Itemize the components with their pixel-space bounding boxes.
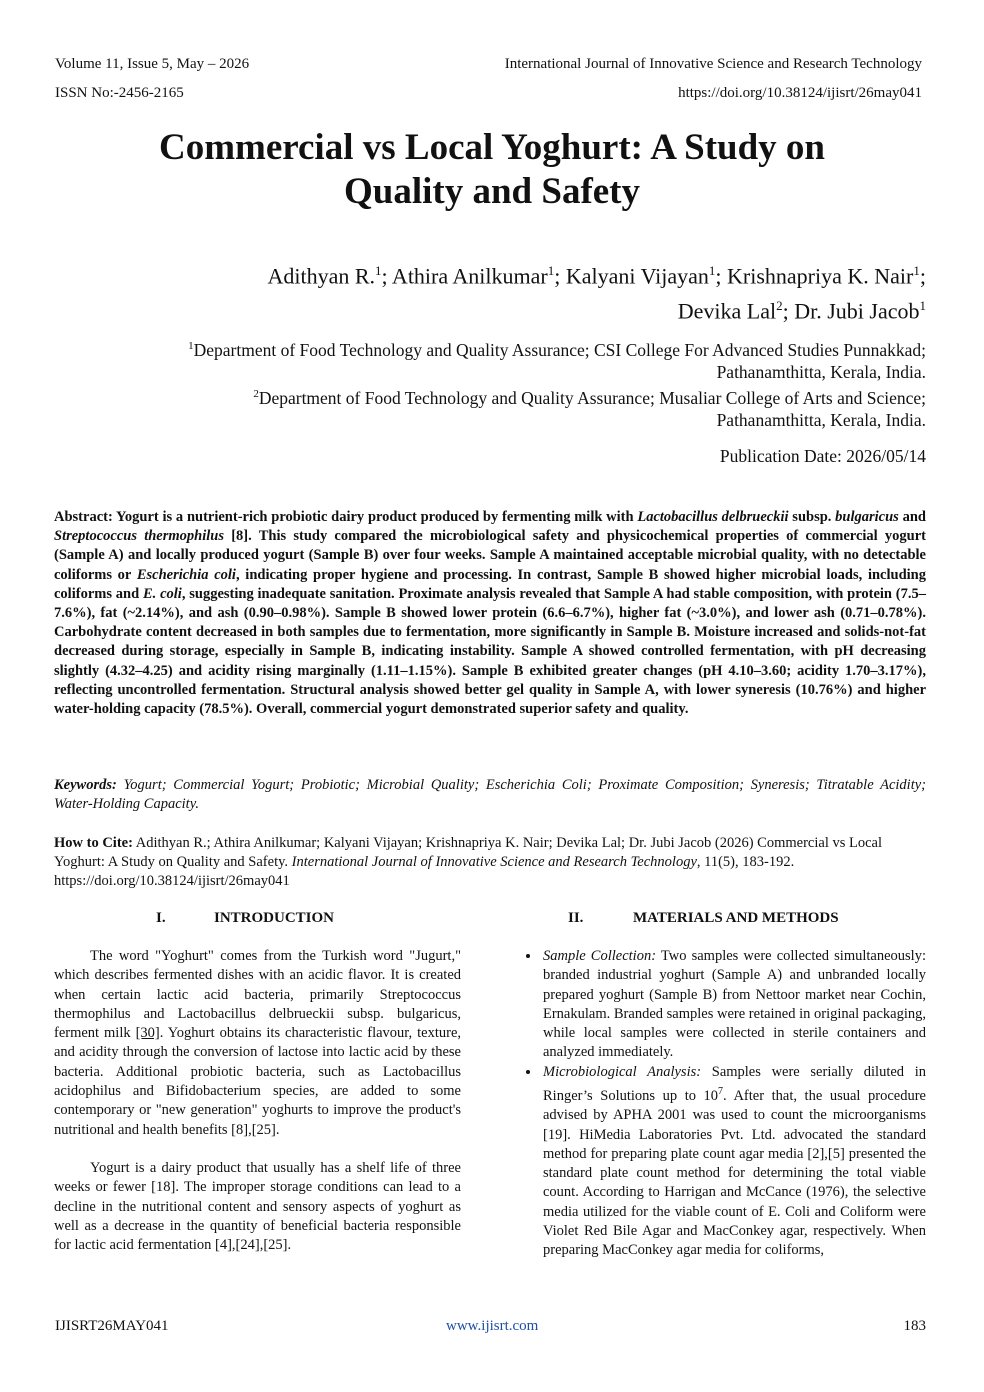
abstract-text: , suggesting inadequate sanitation. Proximate analysis revealed that Sample A had stable composition, with protein (7.5–7.6%), fat (~2.14%), and ash (0.90–0.98%). Sample B showed lower protein (6.6–6.7%), higher fat (~3.0%), and lower ash (0.71–0.78%). Carbohydrate content decreased in both samples due to fermentation, more significantly in Sample B. Moisture increased and solids-not-fat decreased during storage, especially in Sample B, indicating instability. Sample A showed controlled fermentation, with pH decreasing slightly (4.32–4.25) and acidity rising marginally (1.11–1.15%). Sample B exhibited greater changes (pH 4.10–3.60; acidity 1.70–3.17%), reflecting uncontrolled fermentation. Structural analysis showed better gel quality in Sample A, with lower syneresis (10.76%) and higher water-holding capacity (78.5%). Overall, commercial yogurt demonstrated superior safety and quality. [54,585,926,718]
affiliation-mark: 1 [913,263,920,278]
keywords-label: Keywords: [54,777,117,793]
abstract-text: [8]. This study compared the microbiological safety and physicochemical properties of commercial yogurt (Sample A) and locally produced yogurt (Sample B) over four weeks. Sample A maintained acceptable microbial quality, with no detectable coliforms or [54,528,926,583]
intro-paragraph-1 [54,947,461,1140]
author-name: ; Athira Anilkumar [381,263,548,289]
affiliation-mark: 1 [547,263,555,278]
publication-date: Publication Date: 2026/05/14 [719,446,926,466]
bullet-text: . After that, the usual procedure advised by APHA 2001 was used to count the microorganisms [19]. HiMedia Laboratories Pvt. Ltd. advocated the standard method for preparing plate count agar media [2],[5] presented the standard plate count method for determining the total viable count. According to Harrigan and McCance (1976), the selective media utilized for the viable count of E. Coli and Coliform were Violet Red Bile Agar and MacConkey agar, respectively. When preparing MacConkey agar media for coliforms, [543,1087,926,1259]
footer-site-link[interactable] [446,1318,538,1335]
affiliation-mark: 2 [776,298,783,314]
keywords [54,776,926,814]
issn: ISSN No:-2456-2165 [55,85,184,101]
left-column [54,947,461,1255]
abstract-text: Yogurt is a nutrient-rich probiotic dairy product produced by fermenting milk with [112,509,638,525]
author-line-1 [46,256,926,291]
abstract-text: and [898,509,926,525]
separator: ; [919,263,926,289]
intro-paragraph-2: Yogurt is a dairy product that usually has a shelf life of three weeks or fewer [18]. The improper storage conditions can lead to a decline in the nutritional content and sensory aspects of yoghurt as well as a decrease in the quantity of beneficial bacteria responsible for lactic acid fermentation [4],[24],[25]. [54,1159,461,1254]
doi-link[interactable]: https://doi.org/10.38124/ijisrt/26may041 [678,85,922,101]
author-name: ; Kalyani Vijayan [554,263,709,289]
abstract-label: Abstract: [54,509,113,525]
page-number: 183 [903,1318,926,1334]
citation [54,834,926,891]
section-1-number: I. [156,910,166,926]
bullet-label: Microbiological Analysis: [543,1063,702,1080]
affiliation-1 [46,335,926,361]
title-line-2: Quality and Safety [343,171,641,212]
paragraph-text: . Yoghurt obtains its characteristic flavour, texture, and acidity through the conversion of lactose into lactic acid by these bacteria. Additional probiotic bacteria, such as Lactobacillus acidophilus and Bifidobacterium species, are added to some contemporary or "new generation" yoghurts to improve the product's nutritional and health benefits [8],[25]. [54,1025,461,1138]
affiliations [46,335,926,431]
section-2-number: II. [568,910,584,926]
journal-name: International Journal of Innovative Science and Research Technology [504,56,922,72]
affiliation-mark: 1 [919,298,926,314]
abstract-text: , indicating proper hygiene and processing. In contrast, Sample B showed higher microbial loads, including coliforms and [54,566,926,602]
author-line-2 [46,291,926,326]
abstract [54,508,926,719]
species-name: E. coli [142,585,182,602]
author-name: ; Krishnapriya K. Nair [715,263,914,289]
paper-title [60,126,924,214]
affiliation-2 [46,383,926,409]
author-list [46,256,926,327]
species-name: Lactobacillus delbrueckii [637,509,789,525]
title-line-1: Commercial vs Local Yoghurt: A Study on [158,127,826,168]
citation-text: , 11(5), 183-192. https://doi.org/10.38124/ijisrt/26may041 [54,854,795,889]
bullet-text: Two samples were collected simultaneously: branded industrial yoghurt (Sample A) and unbranded locally prepared yoghurt (Sample B) from Nettoor market near Cochin, Ernakulam. Branded samples were retained in original packaging, while local samples were collected in sterile containers and analyzed immediately. [543,948,926,1061]
author-name: Devika Lal [677,298,777,324]
affiliation-location: Pathanamthitta, Kerala, India. [716,409,926,430]
bullet-text: Samples were serially diluted in Ringer’s Solutions up to 10 [543,1063,926,1104]
affiliation-mark: 2 [253,387,259,400]
list-item [541,947,926,1063]
exponent: 7 [718,1086,724,1098]
species-name: Escherichia coli [136,566,236,583]
citation-label: How to Cite: [54,835,133,851]
section-1-title: INTRODUCTION [214,910,335,926]
section-2-title: MATERIALS AND METHODS [633,910,839,926]
affiliation-mark: 1 [188,340,194,352]
species-name: Streptococcus thermophilus [54,528,224,545]
affiliation-text: Department of Food Technology and Quality Assurance; CSI College For Advanced Studies Punnakkad; [193,339,926,360]
citation-journal: International Journal of Innovative Science and Research Technology [291,854,697,870]
citation-text: Adithyan R.; Athira Anilkumar; Kalyani Vijayan; Krishnapriya K. Nair; Devika Lal; Dr. Jubi Jacob (2026) Commercial vs Local Yoghurt: A Study on Quality and Safety. [54,835,883,870]
author-name: ; Dr. Jubi Jacob [782,298,920,324]
right-column [523,947,926,1261]
author-name: Adithyan R. [267,263,376,289]
list-item [541,1063,926,1261]
species-name: bulgaricus [835,509,899,525]
reference-link[interactable]: [30] [135,1025,160,1042]
abstract-text: subsp. [788,509,836,525]
keywords-text: Yogurt; Commercial Yogurt; Probiotic; Microbial Quality; Escherichia Coli; Proximate Composition; Syneresis; Titratable Acidity; Water-Holding Capacity. [54,777,926,812]
bullet-label: Sample Collection: [543,948,657,964]
volume-info: Volume 11, Issue 5, May – 2026 [55,56,250,72]
paragraph-text: The word "Yoghurt" comes from the Turkish word "Jugurt," which describes fermented dishes with an acidic flavor. It is created when certain lactic acid bacteria, primarily Streptococcus thermophilus and Lactobacillus delbrueckii subsp. bulgaricus, ferment milk [54,948,461,1042]
methods-list [523,947,926,1261]
affiliation-mark: 1 [708,263,716,278]
footer-code: IJISRT26MAY041 [55,1318,169,1334]
affiliation-location: Pathanamthitta, Kerala, India. [716,361,926,382]
affiliation-text: Department of Food Technology and Quality Assurance; Musaliar College of Arts and Science; [258,387,926,408]
affiliation-mark: 1 [375,263,382,278]
site-link[interactable]: www.ijisrt.com [446,1318,539,1334]
